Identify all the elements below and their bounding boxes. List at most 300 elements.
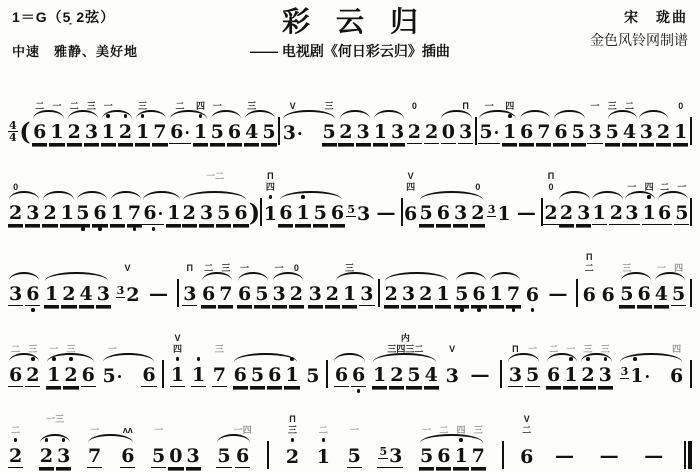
- duration-dash: [372, 171, 401, 235]
- bow-fingering-mark: 三: [221, 263, 231, 273]
- note: [79, 252, 94, 316]
- note-digit: 6: [202, 283, 216, 305]
- note-digit: 5: [455, 283, 469, 305]
- note: [67, 90, 82, 154]
- note: [330, 171, 345, 235]
- note: [87, 414, 102, 472]
- note-digit: 2: [581, 364, 595, 386]
- grace-note: 5: [379, 445, 388, 458]
- duration-dash: [639, 414, 668, 472]
- tempo-marking: 中速 雅静、美好地: [12, 44, 139, 59]
- note-group: [8, 252, 40, 316]
- bow-fingering-mark: 三: [607, 101, 617, 111]
- bow-fingering-mark: 0: [13, 182, 19, 192]
- header-left: [12, 7, 202, 60]
- note: [445, 333, 460, 397]
- note-digit: 1: [642, 202, 656, 224]
- note-digit: 3: [57, 445, 71, 467]
- note-digit: —: [470, 364, 490, 386]
- bow-fingering-mark: 二: [660, 182, 670, 192]
- note-digit: 2: [9, 202, 23, 224]
- octave-dot-below: [531, 306, 535, 316]
- note: [135, 90, 150, 154]
- note: [471, 252, 486, 316]
- note-digit: 2: [39, 445, 54, 467]
- note-digit: 5: [217, 202, 231, 224]
- note: [478, 90, 500, 154]
- duration-dash: [544, 252, 573, 316]
- transcriber-credit: 金色风铃网制谱: [590, 32, 688, 48]
- note-digit: —: [516, 202, 536, 224]
- note-group: [619, 252, 686, 316]
- note: [622, 90, 637, 154]
- note: [619, 333, 651, 397]
- note: [46, 333, 61, 397]
- augmentation-dot: ·: [184, 123, 190, 142]
- note: [272, 252, 287, 316]
- note-digit: 1: [170, 364, 185, 386]
- note-digit: [475, 120, 477, 144]
- note-digit: [502, 444, 504, 468]
- final-barline: [684, 414, 692, 472]
- note-group: [237, 252, 304, 316]
- note-group: [169, 90, 208, 154]
- note-group: [419, 414, 486, 472]
- note-digit: 6: [236, 445, 250, 467]
- note-digit: 5: [322, 121, 336, 143]
- duration-dash: [512, 171, 541, 235]
- bow-fingering-mark: 四: [196, 101, 206, 111]
- note: [470, 171, 485, 235]
- note-digit: 2: [609, 202, 624, 224]
- augmentation-dot: ·: [644, 367, 651, 386]
- note: [118, 90, 133, 154]
- note-digit: 6: [657, 202, 672, 224]
- note-digit: 1: [343, 283, 357, 305]
- note: [102, 333, 124, 397]
- close-paren: [249, 171, 260, 235]
- note-digit: 3: [459, 121, 473, 143]
- note: [250, 333, 265, 397]
- note: [401, 252, 416, 316]
- note: [671, 252, 686, 316]
- note-digit: 2: [559, 202, 574, 224]
- note: [110, 171, 125, 235]
- score: [0, 71, 700, 472]
- note: [237, 252, 252, 316]
- note: [525, 252, 540, 316]
- note: [120, 414, 135, 472]
- bow-fingering-mark: Π 四: [265, 171, 275, 192]
- note-digit: 4: [654, 283, 668, 305]
- note-digit: 3: [356, 121, 370, 143]
- note-group: [210, 90, 277, 154]
- note-digit: 2: [471, 202, 485, 224]
- note-group: [44, 252, 111, 316]
- note-digit: 1: [101, 121, 115, 143]
- note: [435, 252, 450, 316]
- note: [308, 252, 323, 316]
- note-digit: 5: [210, 121, 224, 143]
- note-digit: 1: [296, 202, 310, 224]
- octave-dot-below: [477, 306, 481, 316]
- note: [96, 252, 111, 316]
- note: [92, 171, 107, 235]
- octave-dot-below: [152, 225, 156, 235]
- note-digit: 1: [45, 283, 59, 305]
- note: [289, 252, 304, 316]
- grace-note: 3: [116, 284, 125, 297]
- note-digit: 5: [262, 121, 276, 143]
- note-digit: 6: [582, 284, 596, 306]
- note: [454, 252, 469, 316]
- header-right: [498, 7, 688, 50]
- note-digit: 6: [279, 202, 293, 224]
- system-line: [0, 171, 700, 235]
- note-digit: 2: [9, 445, 23, 467]
- note-digit: 2: [544, 202, 558, 224]
- bow-fingering-mark: V: [289, 101, 296, 111]
- note: [168, 414, 183, 472]
- note: [151, 414, 166, 472]
- note-digit: 6·: [170, 121, 190, 143]
- note-digit: 3: [639, 121, 653, 143]
- bow-fingering-mark: Π 二: [584, 252, 594, 273]
- note-digit: 1: [136, 121, 150, 143]
- bow-fingering-mark: 一: [49, 344, 59, 354]
- note: [316, 414, 331, 472]
- bow-fingering-mark: 二: [11, 425, 21, 435]
- note-digit: 3: [360, 283, 374, 305]
- note: [458, 90, 473, 154]
- note-group: [216, 414, 251, 472]
- note-digit: 3: [588, 121, 602, 143]
- octave-dot-above: [14, 436, 18, 444]
- note-group: [151, 414, 201, 472]
- note: [519, 90, 534, 154]
- duration-dash: [550, 414, 579, 472]
- system-line: [0, 333, 700, 397]
- note-digit: 1: [436, 283, 450, 305]
- note-digit: 3: [508, 364, 523, 386]
- octave-dot-above: [197, 355, 201, 363]
- note: [639, 90, 654, 154]
- note-digit: 3·: [282, 122, 303, 144]
- note: [403, 171, 418, 235]
- note-digit: 5: [671, 283, 686, 305]
- note-digit: 6: [519, 121, 534, 143]
- note: [587, 90, 602, 154]
- composer-credit: 宋 珑曲: [624, 9, 688, 25]
- note-digit: 7: [212, 364, 226, 386]
- note-digit: 3: [598, 364, 612, 386]
- note-digit: 3: [84, 121, 99, 143]
- note-digit: 1: [50, 121, 64, 143]
- note: [624, 171, 639, 235]
- note: [282, 90, 304, 154]
- note-group: [233, 333, 300, 397]
- note-digit: 6: [227, 121, 242, 143]
- bow-fingering-mark: V 四: [406, 171, 416, 192]
- bow-fingering-mark: 三: [473, 425, 483, 435]
- note-digit: 3: [9, 283, 23, 305]
- note: [453, 414, 468, 472]
- note: [101, 90, 116, 154]
- note-digit: 1: [167, 202, 181, 224]
- note-group: [308, 252, 375, 316]
- grace-note: 3: [487, 203, 496, 216]
- note-digit: 7: [471, 445, 485, 467]
- note-digit: 6: [637, 283, 651, 305]
- note-digit: 1: [285, 364, 299, 386]
- bow-fingering-mark: 三: [600, 344, 610, 354]
- note-digit: 6: [472, 283, 486, 305]
- note-group: [278, 171, 345, 235]
- bow-fingering-mark: 三: [247, 101, 257, 111]
- note-digit: 2: [419, 283, 433, 305]
- note-group: [8, 171, 75, 235]
- bow-fingering-mark: 一: [103, 101, 113, 111]
- note-digit: 5: [255, 283, 269, 305]
- note-digit: 1: [191, 364, 206, 386]
- note: [218, 252, 233, 316]
- note-digit: [378, 282, 380, 306]
- note-digit: 3: [625, 202, 639, 224]
- note-group: [619, 333, 685, 397]
- bow-fingering-mark: 一: [90, 425, 100, 435]
- bow-fingering-mark: 二: [11, 344, 21, 354]
- note: [637, 252, 652, 316]
- note-digit: 3: [308, 283, 322, 305]
- note-group: [201, 252, 233, 316]
- song-title: 彩云归: [281, 5, 444, 38]
- note: [81, 333, 96, 397]
- bow-fingering-mark: 二: [439, 425, 449, 435]
- note: [418, 252, 433, 316]
- note-group: [441, 90, 473, 154]
- octave-dot-below: [81, 225, 85, 235]
- note-group: [8, 333, 40, 397]
- note-digit: 3: [445, 365, 459, 387]
- octave-dot-below: [98, 225, 102, 235]
- bow-fingering-mark: 三: [345, 263, 355, 273]
- note-digit: 5: [217, 445, 231, 467]
- note: [267, 333, 282, 397]
- note-digit: —: [644, 445, 664, 467]
- note: [546, 333, 561, 397]
- bow-fingering-mark: 0: [293, 263, 299, 273]
- note-digit: 6: [437, 445, 451, 467]
- note: [600, 252, 615, 316]
- note-group: [282, 90, 337, 154]
- note: [63, 333, 78, 397]
- note-digit: 2: [289, 283, 303, 305]
- note-digit: 3: [272, 283, 286, 305]
- bow-fingering-mark: 一: [590, 101, 600, 111]
- note-digit: [177, 282, 179, 306]
- note: [673, 90, 688, 154]
- note: [345, 171, 371, 235]
- note: [506, 252, 521, 316]
- note: [390, 90, 405, 154]
- bow-fingering-mark: 一: [677, 182, 687, 192]
- augmentation-dot: ·: [493, 123, 500, 142]
- note: [233, 333, 248, 397]
- note-digit: [576, 282, 578, 306]
- note-digit: [690, 201, 692, 225]
- bow-fingering-mark: 一: [107, 344, 117, 354]
- note-group: [142, 171, 181, 235]
- duration-dash: [144, 252, 173, 316]
- note: [284, 333, 299, 397]
- slur: [581, 353, 611, 362]
- note-digit: 5·: [479, 121, 500, 143]
- note: [212, 333, 227, 397]
- note-group: [407, 90, 439, 154]
- bow-fingering-mark: Π 0: [547, 171, 555, 192]
- bow-fingering-mark: Π 三: [287, 414, 297, 435]
- note: [674, 171, 689, 235]
- note: [351, 333, 366, 397]
- note: [619, 252, 634, 316]
- bow-fingering-mark: 一: [349, 425, 359, 435]
- note: [654, 252, 669, 316]
- note-digit: 6: [352, 364, 366, 386]
- note: [571, 90, 586, 154]
- note-group: [87, 414, 135, 472]
- note-group: [182, 171, 249, 235]
- note: [347, 414, 362, 472]
- note-digit: 6: [404, 203, 418, 225]
- note-digit: 1: [564, 364, 578, 386]
- note: [152, 90, 167, 154]
- note-digit: 3: [199, 202, 214, 224]
- note-digit: 2: [118, 121, 133, 143]
- note: [25, 333, 40, 397]
- note: [115, 252, 141, 316]
- system-line: [0, 90, 700, 154]
- note: [582, 252, 597, 316]
- barline: [690, 252, 692, 316]
- bow-fingering-mark: 一: [656, 263, 666, 273]
- note-digit: 3: [96, 283, 110, 305]
- note: [127, 171, 142, 235]
- note: [657, 171, 672, 235]
- note: [285, 414, 300, 472]
- note-group: [639, 90, 689, 154]
- note: [313, 171, 328, 235]
- augmentation-dot: ·: [157, 204, 164, 223]
- bow-fingering-mark: 四: [674, 263, 684, 273]
- note-digit: 2: [407, 121, 422, 143]
- barline: [690, 333, 692, 397]
- note-digit: 1: [489, 283, 503, 305]
- grace-note: 3: [620, 365, 629, 378]
- bow-fingering-mark: Π: [462, 101, 469, 111]
- bow-fingering-mark: 0: [678, 101, 684, 111]
- note-digit: 1: [454, 445, 468, 467]
- note: [8, 414, 23, 472]
- note-group: [624, 171, 656, 235]
- note: [42, 171, 57, 235]
- note-digit: 6: [238, 283, 252, 305]
- note: [325, 252, 340, 316]
- note: [373, 90, 388, 154]
- bow-fingering-mark: 四: [456, 425, 466, 435]
- note-digit: [278, 120, 280, 144]
- bow-fingering-mark: 一: [52, 101, 62, 111]
- note-digit: 2: [43, 202, 57, 224]
- note: [407, 90, 422, 154]
- note-digit: 5: [152, 445, 166, 467]
- note: [598, 333, 613, 397]
- note-digit: 2: [67, 121, 81, 143]
- note: [553, 90, 568, 154]
- note-group: [334, 333, 366, 397]
- note-digit: 7: [219, 283, 233, 305]
- note: [142, 171, 164, 235]
- note-group: [587, 90, 637, 154]
- slur: [77, 191, 107, 200]
- note-digit: 1: [110, 202, 124, 224]
- note-digit: $^3$ 2: [116, 284, 140, 306]
- note: [8, 252, 23, 316]
- note-digit: 5: [76, 202, 90, 224]
- bow-fingering-mark: V: [124, 263, 131, 273]
- note: [436, 414, 451, 472]
- note-digit: 6: [546, 364, 561, 386]
- note-digit: 5·: [102, 365, 123, 387]
- bow-fingering-mark: 一: [212, 101, 222, 111]
- note: [471, 414, 486, 472]
- note-digit: 2: [26, 364, 40, 386]
- bow-fingering-mark: 四: [672, 344, 682, 354]
- bow-fingering-mark: Π: [512, 344, 519, 354]
- note-digit: 3: [183, 283, 197, 305]
- fingering-annotation: 内 三四三二: [387, 333, 424, 354]
- note-digit: 6: [93, 202, 107, 224]
- note: [609, 171, 624, 235]
- note-digit: [690, 120, 692, 144]
- note-digit: 7: [506, 283, 521, 305]
- bow-fingering-mark: 二: [35, 101, 45, 111]
- bow-fingering-mark: 一: [422, 425, 432, 435]
- note-digit: 5: [526, 364, 540, 386]
- note: [84, 90, 99, 154]
- note: [182, 252, 197, 316]
- song-subtitle: —— 电视剧《何日彩云归》插曲: [250, 43, 450, 59]
- note-digit: 6: [268, 364, 282, 386]
- octave-dot-below: [512, 306, 516, 316]
- note-group: [102, 333, 157, 397]
- system-line: [0, 252, 700, 316]
- note-digit: 5: [250, 364, 265, 386]
- note: [25, 252, 40, 316]
- bow-fingering-mark: 二: [549, 344, 559, 354]
- note-digit: 6: [33, 121, 47, 143]
- note: [75, 171, 90, 235]
- note-digit: 5: [620, 283, 634, 305]
- note: [169, 90, 191, 154]
- note: [489, 252, 504, 316]
- note-digit: 7: [127, 202, 142, 224]
- note-group: [559, 171, 591, 235]
- note-digit: $^5$ 3: [379, 445, 403, 467]
- duration-dash: [465, 333, 494, 397]
- fingering-annotation: 一二: [206, 171, 225, 181]
- note-digit: 1: [316, 446, 330, 468]
- key-signature: 1＝G（5̣ 2弦）: [12, 9, 116, 25]
